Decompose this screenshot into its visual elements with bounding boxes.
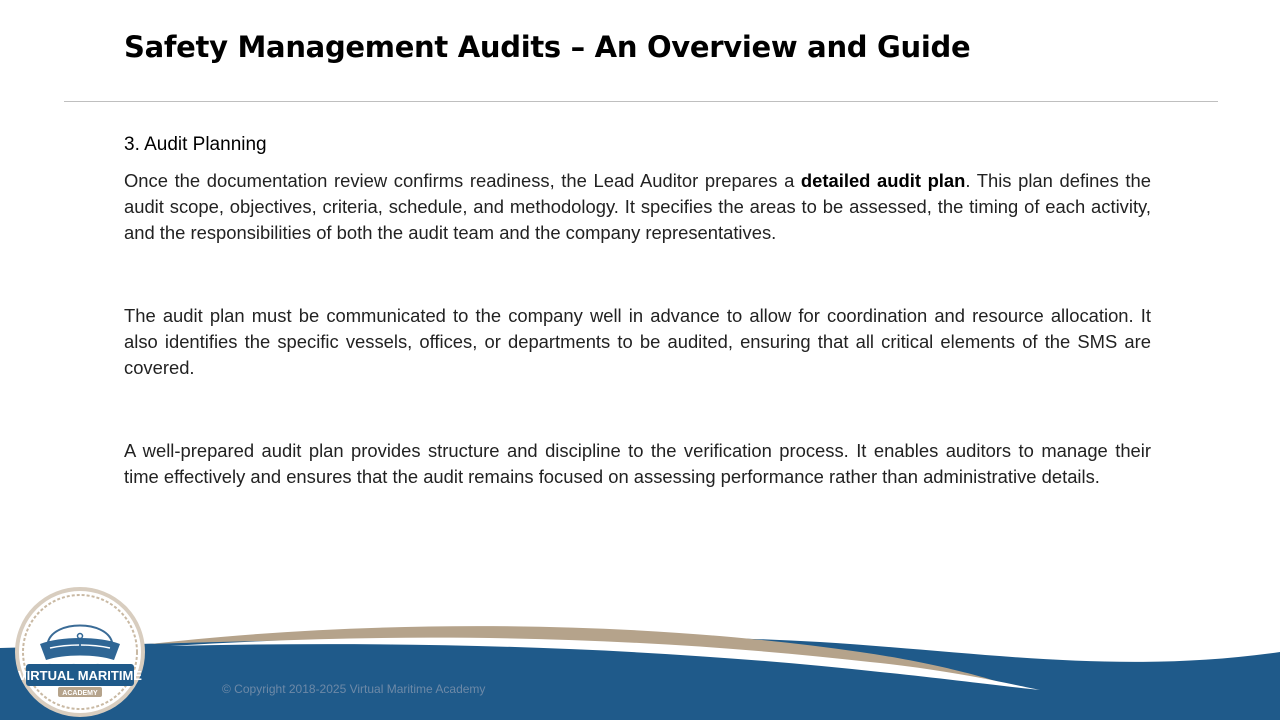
paragraph-3: A well-prepared audit plan provides structure and discipline to the verification process. It enables auditors to manage their time effectively and ensures that the audit remains focused on assessing performance rather than administrative details. — [124, 440, 1151, 487]
logo-text: VIRTUAL MARITIME — [18, 668, 142, 683]
paragraph-1-bold: detailed audit plan — [800, 170, 966, 191]
footer-wave — [0, 600, 1280, 720]
paragraph-1 — [124, 168, 1151, 246]
copyright-text: © Copyright 2018-2025 Virtual Maritime Academy — [222, 682, 486, 696]
paragraph-2: The audit plan must be communicated to the company well in advance to allow for coordination and resource allocation. It also identifies the specific vessels, offices, or departments to be audited, ensuring that all critical elements of the SMS are covered. — [124, 305, 1151, 378]
paragraph-1-text-b: . This plan defines the audit scope, objectives, criteria, schedule, and methodology. It specifies the areas to be assessed, the timing of each activity, and the responsibilities of both the audit team and the company representatives. — [124, 170, 1151, 243]
section-heading: 3. Audit Planning — [124, 134, 267, 155]
title-divider — [64, 101, 1218, 102]
paragraph-1-text-a: Once the documentation review confirms readiness, the Lead Auditor prepares a — [124, 170, 801, 191]
academy-logo — [14, 586, 146, 718]
logo-subtext: ACADEMY — [62, 690, 98, 697]
slide-content — [124, 132, 1151, 490]
slide-title: Safety Management Audits – An Overview and Guide — [124, 30, 971, 64]
